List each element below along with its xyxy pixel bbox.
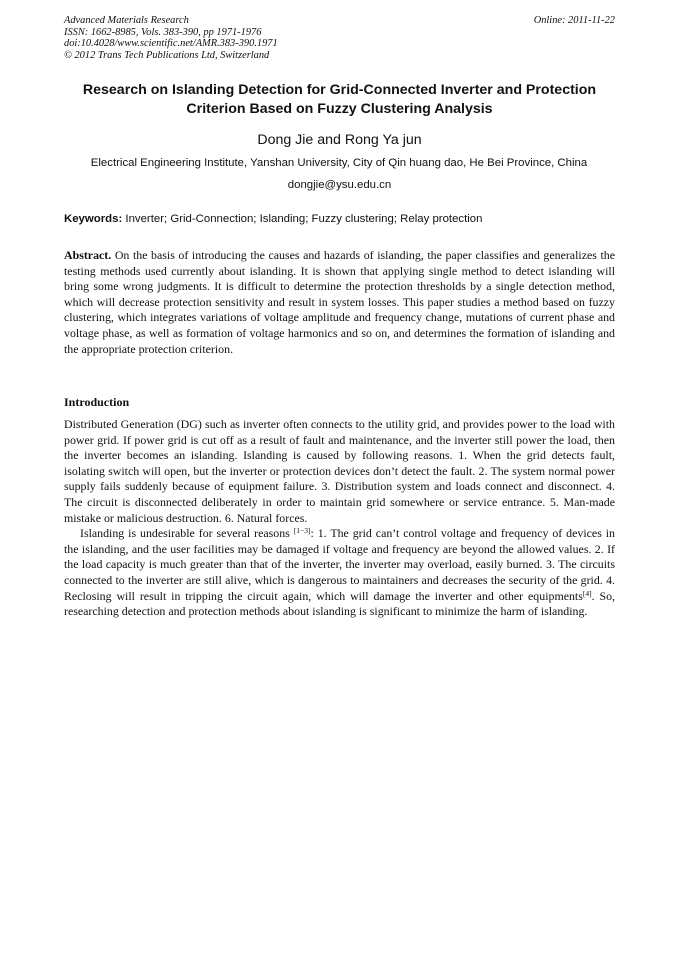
- online-date: Online: 2011-11-22: [533, 15, 615, 26]
- keywords-label: Keywords:: [64, 213, 123, 225]
- affiliation: Electrical Engineering Institute, Yanshan University, City of Qin huang dao, He Bei Province, China: [90, 157, 588, 169]
- abstract-text: On the basis of introducing the causes and hazards of islanding, the paper classifies and generalizes the testing methods used currently about islanding. It is shown that applying single method to detect islanding will bring some wrong judgments. It is difficult to determine the protection thresholds by a single detection method, which will decrease protection sensitivity and result in system losses. This paper studies a method based on fuzzy clustering, which integrates variations of voltage amplitude and frequency change, mutations of current phase and voltage phase, as well as formation of voltage harmonics and so on, and determines the formation of islanding and the appropriate protection criterion.: [64, 248, 615, 356]
- citation-ref: [1−3]: [293, 526, 311, 536]
- author-email: dongjie@ysu.edu.cn: [287, 179, 392, 191]
- paragraph-text: . So, researching detection and protection methods about islanding is significant to minimize the harm of islanding.: [64, 588, 615, 619]
- keywords-line: [64, 212, 615, 226]
- introduction-body: [64, 417, 615, 620]
- citation-ref: [4]: [582, 588, 592, 598]
- paragraph-text: : 1. The grid can’t control voltage and frequency of devices in the islanding, and the user facilities may be damaged if voltage and frequency are beyond the allowed values. 2. If the load capacity is much greater than that of the inverter, the inverter may overload, easily burned. 3. The circuits connected to the inverter are still alive, which is dangerous to maintainers and decreases the security of the grid. 4. Reclosing will result in tripping the circuit again, which will damage the inverter and other equipments: [64, 526, 615, 603]
- section-heading-introduction: Introduction: [64, 395, 130, 409]
- keywords-text: Inverter; Grid-Connection; Islanding; Fuzzy clustering; Relay protection: [125, 213, 483, 225]
- paragraph-text: Islanding is undesirable for several reasons: [80, 526, 294, 541]
- intro-paragraph: Distributed Generation (DG) such as inverter often connects to the utility grid, and provides power to the load with power grid. If power grid is cut off as a result of fault and maintenance, and the inverter still power the load, then the inverter becomes an islanding. Islanding is caused by following reasons. 1. When the grid detects fault, isolating switch will open, but the inverter or protection devices don’t detect the fault. 2. The system normal power supply fails suddenly because of equipment failure. 3. Distribution system and loads connect and disconnect. 4. The circuit is disconnected deliberately in order to maintain grid somewhere or service entrance. 5. Man-made mistake or malicious destruction. 6. Natural forces.: [64, 417, 615, 525]
- doi-line: doi:10.4028/www.scientific.net/AMR.383-390.1971: [64, 38, 278, 49]
- author-list: Dong Jie and Rong Ya jun: [257, 132, 422, 148]
- abstract-label: Abstract.: [64, 248, 112, 262]
- intro-paragraph: [64, 526, 615, 620]
- copyright-line: © 2012 Trans Tech Publications Ltd, Switzerland: [64, 49, 270, 61]
- abstract: [64, 248, 615, 357]
- paper-title: Research on Islanding Detection for Grid-Connected Inverter and Protection Criterion Based on Fuzzy Clustering Analysis: [82, 82, 597, 117]
- issn-line: ISSN: 1662-8985, Vols. 383-390, pp 1971-1976: [64, 26, 262, 38]
- journal-header: [64, 15, 615, 61]
- journal-name: Advanced Materials Research: [64, 15, 189, 26]
